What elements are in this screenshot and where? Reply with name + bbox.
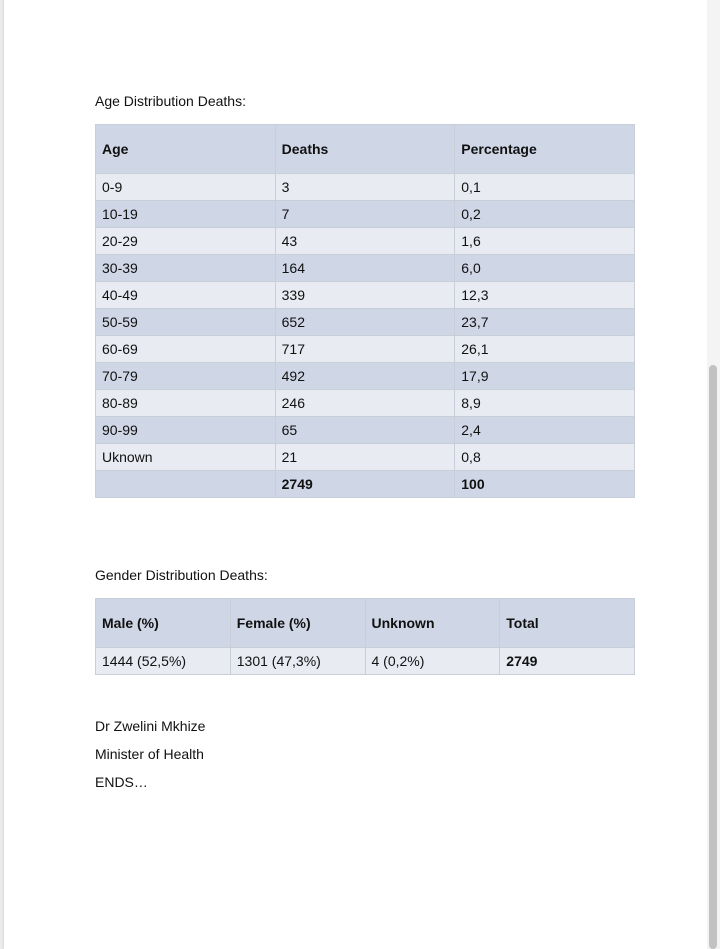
header-deaths: Deaths	[275, 125, 455, 174]
cell-deaths: 7	[275, 201, 455, 228]
header-total: Total	[500, 599, 635, 648]
table-row	[96, 336, 635, 363]
document-page	[4, 0, 707, 949]
gender-distribution-table	[95, 598, 635, 675]
scrollbar-track[interactable]	[707, 0, 720, 949]
cell-deaths: 246	[275, 390, 455, 417]
cell-percentage: 1,6	[455, 228, 635, 255]
table-row	[96, 648, 635, 675]
table-row	[96, 174, 635, 201]
scrollbar-thumb[interactable]	[709, 365, 717, 949]
cell-age: 0-9	[96, 174, 276, 201]
cell-percentage: 0,8	[455, 444, 635, 471]
table-row	[96, 255, 635, 282]
cell-deaths: 717	[275, 336, 455, 363]
cell-age: 10-19	[96, 201, 276, 228]
cell-percentage: 8,9	[455, 390, 635, 417]
header-unknown: Unknown	[365, 599, 500, 648]
table-row	[96, 444, 635, 471]
header-percentage: Percentage	[455, 125, 635, 174]
table-row	[96, 228, 635, 255]
table-row	[96, 282, 635, 309]
cell-percentage: 26,1	[455, 336, 635, 363]
cell-percentage: 0,1	[455, 174, 635, 201]
table-row	[96, 201, 635, 228]
ends-marker: ENDS…	[95, 774, 148, 790]
signatory-title: Minister of Health	[95, 746, 204, 762]
header-female: Female (%)	[230, 599, 365, 648]
cell-age: 90-99	[96, 417, 276, 444]
cell-total-percentage: 100	[455, 471, 635, 498]
cell-deaths: 21	[275, 444, 455, 471]
cell-deaths: 43	[275, 228, 455, 255]
cell-female: 1301 (47,3%)	[230, 648, 365, 675]
cell-deaths: 652	[275, 309, 455, 336]
cell-percentage: 0,2	[455, 201, 635, 228]
table-row	[96, 390, 635, 417]
table-header-row	[96, 125, 635, 174]
cell-percentage: 6,0	[455, 255, 635, 282]
cell-age: Uknown	[96, 444, 276, 471]
cell-percentage: 23,7	[455, 309, 635, 336]
header-male: Male (%)	[96, 599, 231, 648]
cell-total: 2749	[500, 648, 635, 675]
cell-age: 40-49	[96, 282, 276, 309]
cell-age: 80-89	[96, 390, 276, 417]
gender-distribution-heading: Gender Distribution Deaths:	[95, 567, 268, 583]
cell-deaths: 65	[275, 417, 455, 444]
cell-age: 30-39	[96, 255, 276, 282]
cell-percentage: 2,4	[455, 417, 635, 444]
cell-total-deaths: 2749	[275, 471, 455, 498]
cell-age: 20-29	[96, 228, 276, 255]
cell-age: 70-79	[96, 363, 276, 390]
cell-unknown: 4 (0,2%)	[365, 648, 500, 675]
table-row	[96, 417, 635, 444]
table-row	[96, 363, 635, 390]
cell-deaths: 339	[275, 282, 455, 309]
age-distribution-heading: Age Distribution Deaths:	[95, 93, 246, 109]
header-age: Age	[96, 125, 276, 174]
age-distribution-table	[95, 124, 635, 498]
cell-deaths: 492	[275, 363, 455, 390]
cell-male: 1444 (52,5%)	[96, 648, 231, 675]
cell-deaths: 164	[275, 255, 455, 282]
cell-deaths: 3	[275, 174, 455, 201]
cell-total-label	[96, 471, 276, 498]
table-header-row	[96, 599, 635, 648]
table-row	[96, 309, 635, 336]
signatory-name: Dr Zwelini Mkhize	[95, 718, 206, 734]
cell-percentage: 17,9	[455, 363, 635, 390]
cell-age: 50-59	[96, 309, 276, 336]
total-row	[96, 471, 635, 498]
cell-age: 60-69	[96, 336, 276, 363]
cell-percentage: 12,3	[455, 282, 635, 309]
